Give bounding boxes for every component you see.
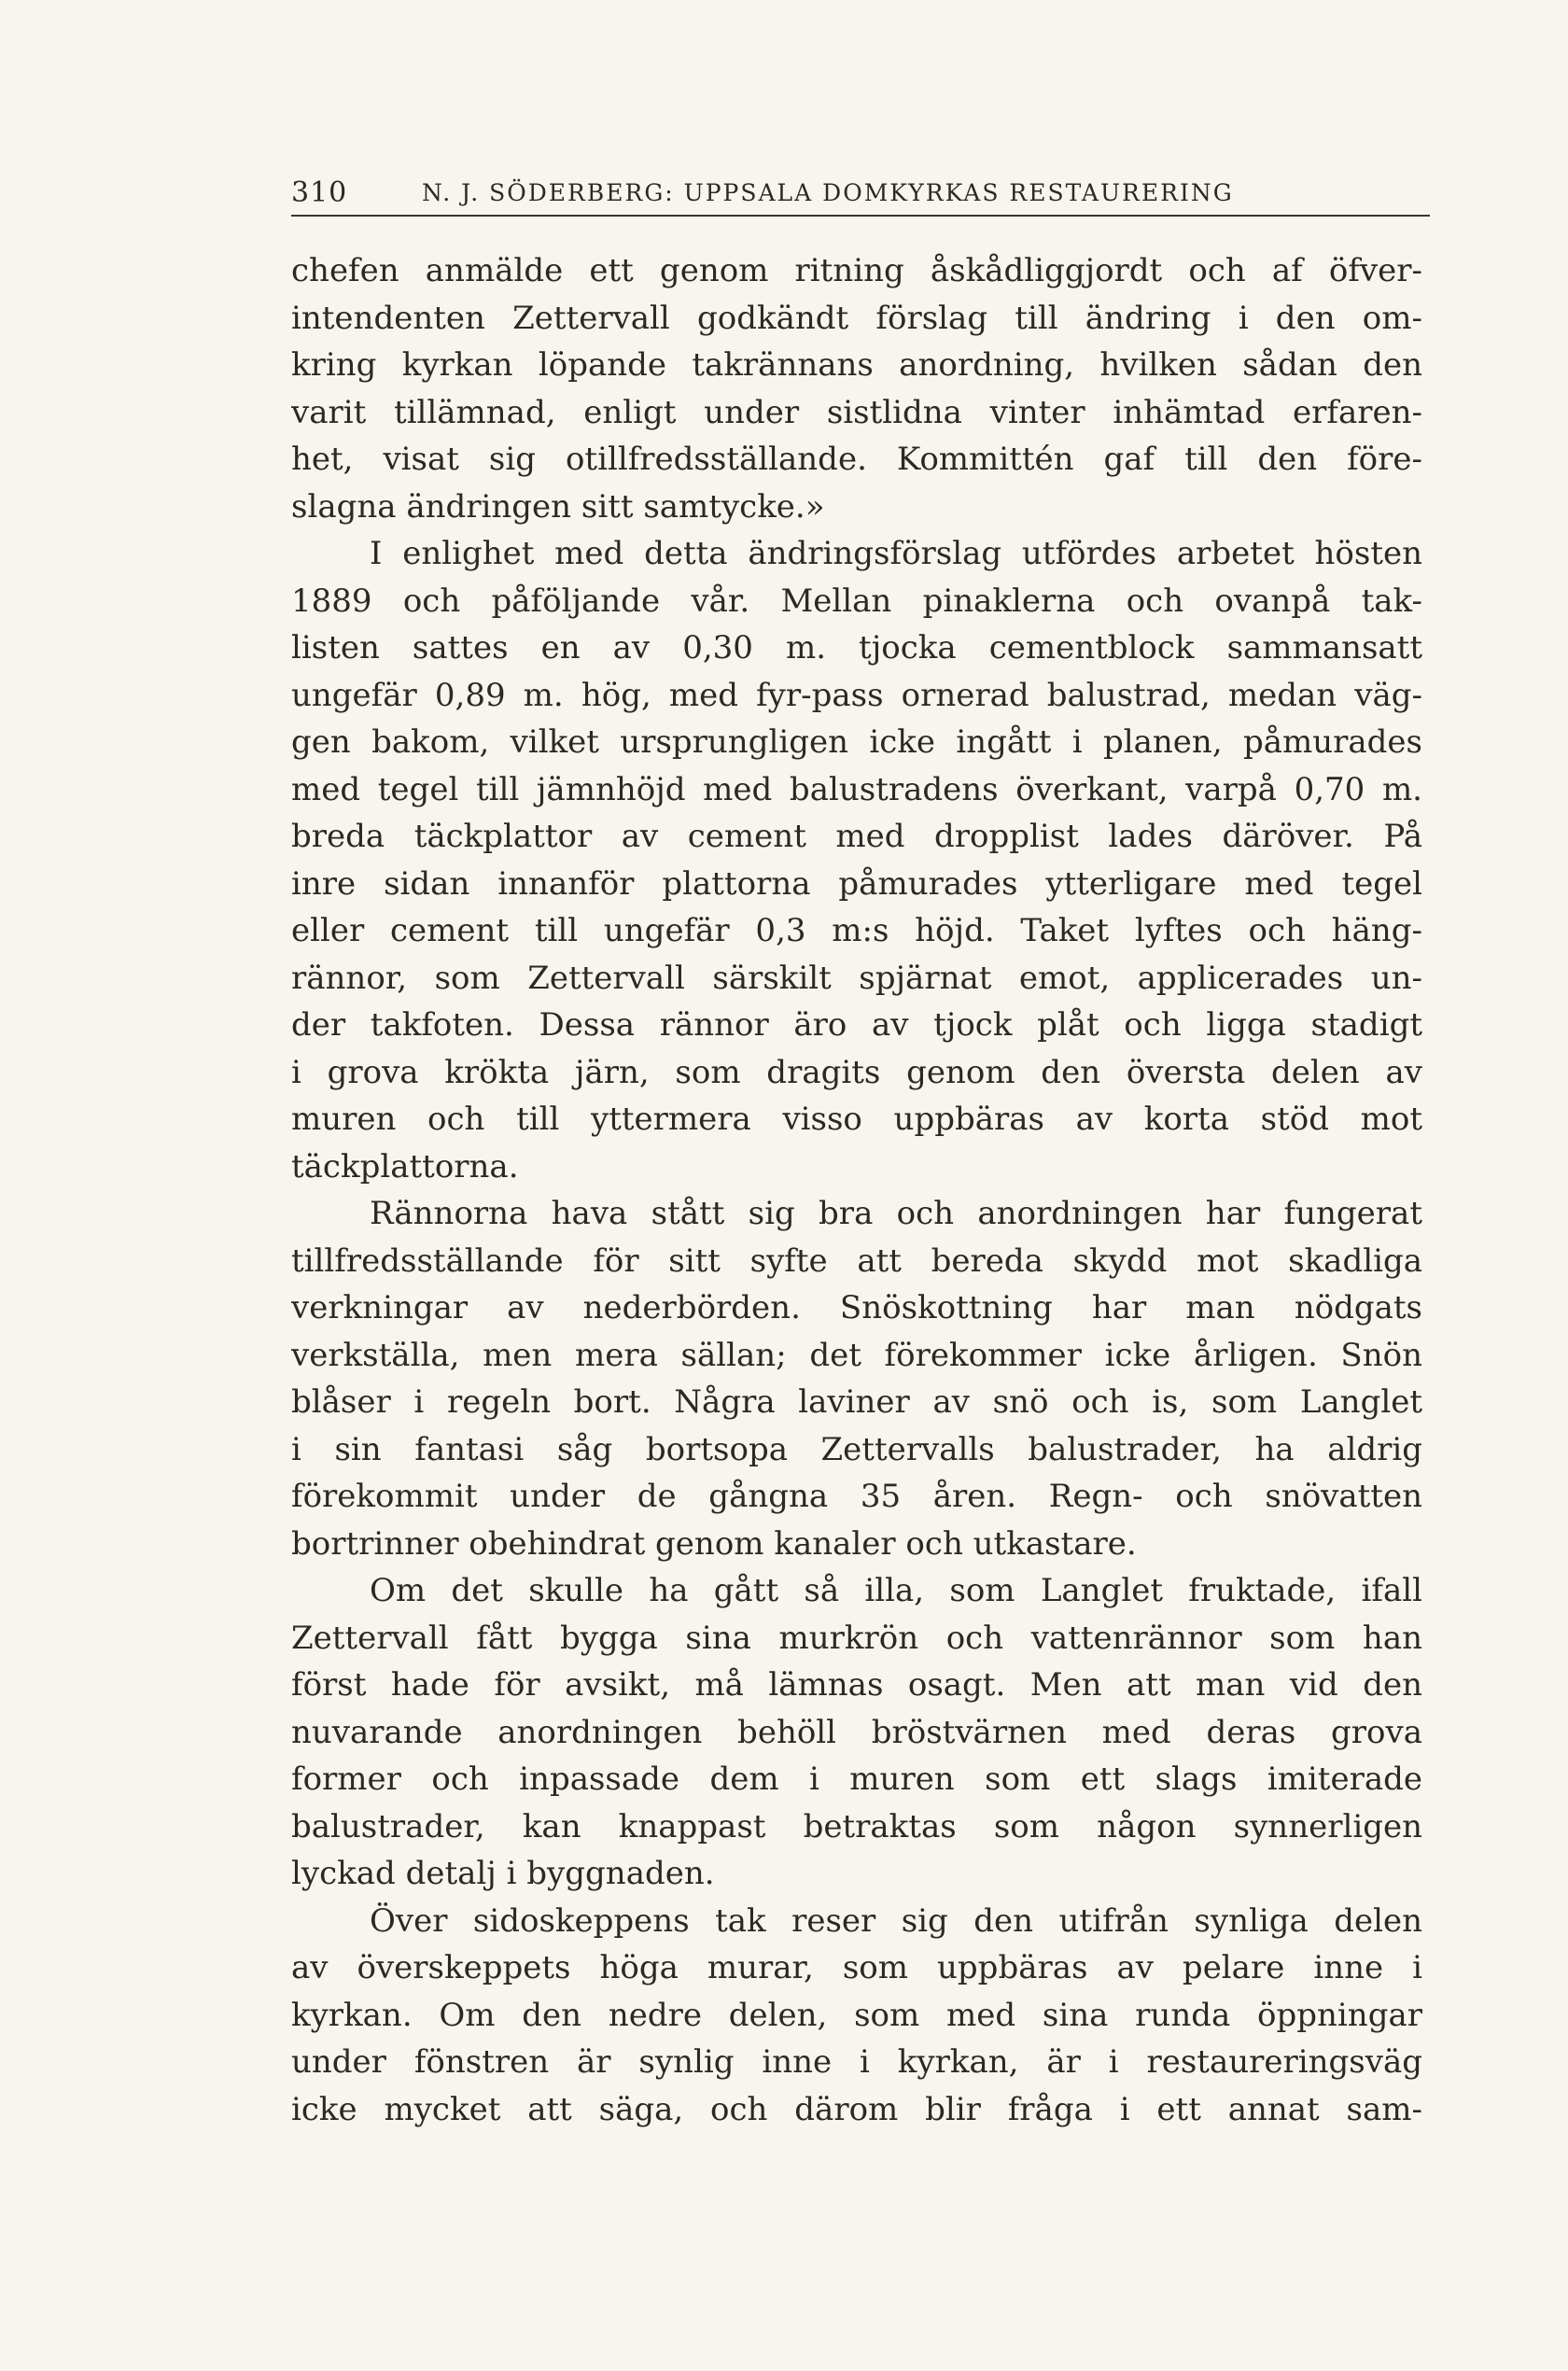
text-line: 1889 och påföljande vår. Mellan pinaklerna och ovanpå tak- [291,582,1422,620]
text-line: slagna ändringen sitt samtycke.» [291,487,825,526]
text-line: eller cement till ungefär 0,3 m:s höjd. Taket lyftes och häng- [291,912,1422,949]
text-line: gen bakom, vilket ursprungligen icke ingått i planen, påmurades [291,723,1422,761]
text-line: under fönstren är synlig inne i kyrkan, är i restaureringsväg [291,2043,1422,2081]
paragraph-start-line: Rännorna hava stått sig bra och anordningen har fungerat [370,1195,1422,1232]
paragraph-start-line: Om det skulle ha gått så illa, som Langlet fruktade, ifall [370,1572,1422,1609]
text-line: former och inpassade dem i muren som ett slags imiterade [291,1761,1422,1798]
text-line: icke mycket att säga, och därom blir fråga i ett annat sam- [291,2090,1422,2128]
text-line: varit tillämnad, enligt under sistlidna vinter inhämtad erfaren- [291,393,1422,431]
text-line: först hade för avsikt, må lämnas osagt. Men att man vid den [291,1666,1422,1704]
text-line: ungefär 0,89 m. hög, med fyr-pass ornerad balustrad, medan väg- [291,676,1422,714]
text-line: Zettervall fått bygga sina murkrön och vattenrännor som han [291,1619,1422,1657]
text-line: rännor, som Zettervall särskilt spjärnat emot, applicerades un- [291,959,1422,997]
text-line: förekommit under de gångna 35 åren. Regn- och snövatten [291,1478,1422,1515]
text-line: nuvarande anordningen behöll bröstvärnen med deras grova [291,1713,1422,1751]
text-line: kyrkan. Om den nedre delen, som med sina runda öppningar [291,1996,1422,2034]
text-line: muren och till yttermera visso uppbäras av korta stöd mot [291,1101,1422,1138]
text-line: tillfredsställande för sitt syfte att bereda skydd mot skadliga [291,1242,1422,1280]
text-line: av överskeppets höga murar, som uppbäras av pelare inne i [291,1949,1422,1986]
text-line: blåser i regeln bort. Några laviner av snö och is, som Langlet [291,1383,1422,1421]
text-line: der takfoten. Dessa rännor äro av tjock plåt och ligga stadigt [291,1006,1422,1044]
text-line: listen sattes en av 0,30 m. tjocka cementblock sammansatt [291,629,1422,666]
text-line: intendenten Zettervall godkändt förslag till ändring i den om- [291,299,1422,337]
text-line: balustrader, kan knappast betraktas som någon synnerligen [291,1807,1422,1845]
page-number: 310 [291,176,348,209]
text-line: i grova krökta järn, som dragits genom den översta delen av [291,1053,1422,1091]
text-line: chefen anmälde ett genom ritning åskådliggjordt och af öfver- [291,252,1422,289]
text-line: i sin fantasi såg bortsopa Zettervalls balustrader, ha aldrig [291,1430,1422,1468]
text-line: verkställa, men mera sällan; det förekommer icke årligen. Snön [291,1336,1422,1374]
text-line: lyckad detalj i byggnaden. [291,1855,715,1892]
paragraph-start-line: Över sidoskeppens tak reser sig den utifrån synliga delen [370,1901,1422,1940]
text-line: kring kyrkan löpande takrännans anordning, hvilken sådan den [291,346,1422,384]
text-line: verkningar av nederbörden. Snöskottning har man nödgats [291,1289,1422,1326]
text-line: täckplattorna. [291,1147,519,1186]
text-line: het, visat sig otillfredsställande. Kommittén gaf till den före- [291,441,1422,478]
text-line: breda täckplattor av cement med dropplist lades däröver. På [291,818,1422,855]
text-line: med tegel till jämnhöjd med balustradens överkant, varpå 0,70 m. [291,770,1422,808]
running-title: N. J. SÖDERBERG: UPPSALA DOMKYRKAS RESTAURERING [422,179,1234,206]
body-text [291,247,1422,2133]
text-line: bortrinner obehindrat genom kanaler och utkastare. [291,1524,1137,1563]
page-header [291,172,1430,217]
text-line: inre sidan innanför plattorna påmurades ytterligare med tegel [291,864,1422,903]
paragraph-start-line: I enlighet med detta ändringsförslag utfördes arbetet hösten [370,535,1422,572]
